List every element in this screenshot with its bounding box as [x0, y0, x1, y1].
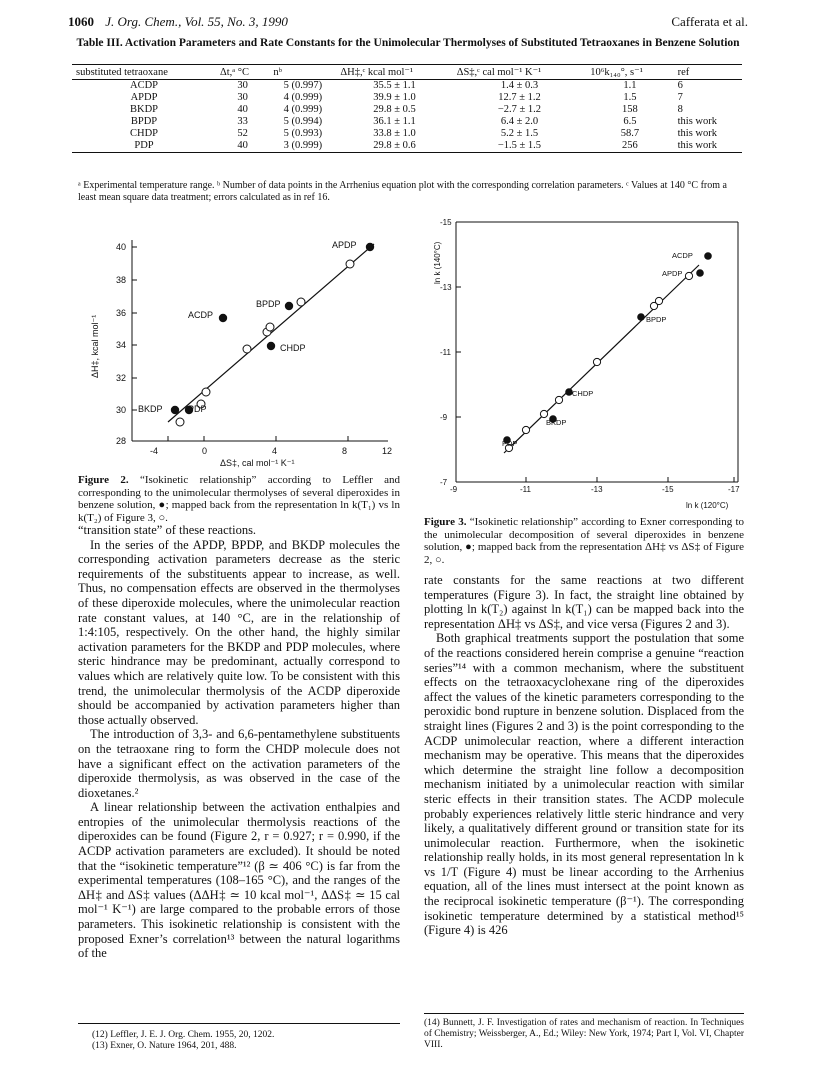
footnote: (13) Exner, O. Nature 1964, 201, 488. — [92, 1041, 237, 1051]
fig2-y-tick-label: 28 — [116, 436, 127, 446]
table-cell: 7 — [677, 92, 683, 103]
fig2-x-tick-label: 12 — [382, 446, 393, 456]
fig3-label-bpdp: BPDP — [646, 315, 667, 324]
footnote-rule-right — [424, 1013, 744, 1014]
table-row — [72, 104, 742, 116]
fig2-y-tick-label: 32 — [116, 373, 127, 383]
fig2-open-point — [202, 388, 210, 396]
table-caption: Table III. Activation Parameters and Rate Constants for the Unimolecular Thermolyses of Substituted Tetraoxanes in Benzene Solution — [76, 37, 740, 49]
fig3-open-point — [540, 410, 547, 417]
figure-2-plot — [70, 228, 400, 473]
fig2-filled-point — [366, 243, 374, 251]
fig3-filled-point — [637, 313, 645, 321]
fig3-xlabel: ln k (120°C) — [686, 501, 729, 510]
table-header-row — [72, 65, 742, 80]
table-cell: ACDP — [129, 80, 158, 91]
table-row — [72, 92, 742, 104]
fig2-y-tick-label: 36 — [116, 308, 127, 318]
fig2-filled-point — [267, 342, 275, 350]
fig3-open-point — [593, 358, 600, 365]
fig2-filled-point — [171, 406, 179, 414]
table-cell: 33 — [237, 116, 248, 127]
fig3-regression-line — [504, 265, 699, 453]
table-cell: 39.9 ± 1.0 — [373, 92, 416, 103]
table-cell: 1.1 — [623, 80, 637, 91]
table-cell: BKDP — [129, 104, 158, 115]
paragraph: A linear relationship between the activation enthalpies and entropies of the unimolecular thermolysis reactions of the diperoxides can be found (Figure 2, r = 0.927; r = 0.990, if the ACDP activation parameters are excluded). It should be noted that the “isokinetic temperature”¹² (β ≃ 406 °C) is far from the experimental temperatures (108–165 °C), and the ranges of the ΔH‡ and ΔS‡ values (ΔΔH‡ ≃ 10 kcal mol⁻¹, ΔΔS‡ ≃ 15 cal mol⁻¹ K⁻¹) are large compared to the probable errors of those parameters. This isokinetic relationship is consistent with the proposed Exner’s correlation¹³ between the natural logarithms of the — [78, 800, 400, 961]
footnotes-right — [424, 1018, 744, 1051]
table-cell: 6.4 ± 2.0 — [500, 116, 539, 127]
figure-3-caption-text: “Isokinetic relationship” according to Exner corresponding to the unimolecular decomposition of several diperoxides in benzene solution, ●; mapped back from the representation ΔH‡ vs ΔS‡ of Figure 2, ○. — [424, 516, 745, 566]
figure-2-caption-label: Figure 2. — [78, 474, 129, 486]
table-cell: 58.7 — [620, 128, 640, 139]
fig2-label-chdp: CHDP — [280, 343, 306, 353]
fig2-y-tick-label: 30 — [116, 405, 127, 415]
fig2-label-pdp: PDP — [188, 404, 207, 414]
table-cell: 3 (0.999) — [269, 140, 336, 153]
table-cell: 29.8 ± 0.5 — [373, 104, 416, 115]
table-cell: 158 — [622, 104, 638, 115]
table-cell: BPDP — [130, 116, 158, 127]
table-row — [72, 80, 742, 93]
table-cell: this work — [674, 140, 742, 153]
table-row — [72, 128, 742, 140]
fig3-open-point — [685, 272, 692, 279]
table-row — [72, 116, 742, 128]
table-cell: 4 (0.999) — [283, 92, 323, 103]
table-cell: 30 — [237, 80, 248, 91]
table-cell: 4 (0.999) — [283, 104, 323, 115]
table-cell: −1.5 ± 1.5 — [453, 140, 587, 153]
fig2-y-tick-label: 34 — [116, 340, 127, 350]
fig3-y-tick-label: -7 — [440, 478, 448, 487]
fig3-filled-point — [704, 252, 712, 260]
table-cell: 5 (0.994) — [283, 116, 323, 127]
fig2-xlabel: ΔS‡, cal mol⁻¹ K⁻¹ — [220, 458, 295, 468]
fig3-label-chdp: CHDP — [572, 389, 594, 398]
table-header-cell: Δt,ᵃ °C — [216, 65, 269, 80]
fig3-label-bkdp: BKDP — [546, 418, 567, 427]
table-cell: this work — [677, 116, 718, 127]
table-iii — [72, 64, 742, 153]
table-cell: 52 — [237, 128, 248, 139]
figure-2-caption — [78, 474, 400, 524]
table-header-cell: ΔS‡,ᶜ cal mol⁻¹ K⁻¹ — [453, 65, 587, 80]
page-number: 1060 — [68, 14, 94, 29]
table-cell: 256 — [586, 140, 673, 153]
fig3-open-point — [655, 297, 662, 304]
fig2-y-tick-label: 38 — [116, 275, 127, 285]
fig2-open-point — [297, 298, 305, 306]
fig2-y-tick-label: 40 — [116, 242, 127, 252]
table-cell: 5 (0.997) — [283, 80, 323, 91]
table-cell: 33.8 ± 1.0 — [373, 128, 416, 139]
fig3-x-tick-label: -13 — [591, 485, 603, 494]
fig3-label-acdp: ACDP — [672, 251, 693, 260]
fig2-x-tick-label: 4 — [272, 446, 278, 456]
right-text-column — [424, 573, 744, 938]
table-cell: 36.1 ± 1.1 — [373, 116, 416, 127]
fig3-y-tick-label: -9 — [440, 413, 448, 422]
fig3-x-tick-label: -17 — [728, 485, 740, 494]
fig3-x-tick-label: -11 — [520, 485, 531, 494]
fig2-open-point — [243, 345, 251, 353]
fig2-label-acdp: ACDP — [188, 310, 214, 320]
footnote-rule-left — [78, 1023, 400, 1024]
table-header-cell: substituted tetraoxane — [72, 65, 216, 80]
table-cell: 30 — [237, 92, 248, 103]
fig2-label-apdp: APDP — [332, 240, 357, 250]
paragraph: rate constants for the same reactions at two different temperatures (Figure 3). In fact, the straight line obtained by plotting ln k(T₂) against ln k(T₁) can be mapped back into the representation ΔH‡ vs ΔS‡, and vice versa (Figures 2 and 3). — [424, 573, 744, 631]
fig3-label-apdp: APDP — [662, 269, 683, 278]
table-cell: 40 — [237, 104, 248, 115]
table-row — [72, 140, 742, 153]
table-cell: 6.5 — [623, 116, 637, 127]
paragraph: The introduction of 3,3- and 6,6-pentamethylene substituents on the tetraoxane ring to form the CHDP molecule does not have a significant effect on the activation parameters of the diperoxide thermolysis, as was observed in the case of the dioxetanes.² — [78, 727, 400, 800]
fig3-ylabel: ln k (140°C) — [433, 241, 442, 284]
table-cell: this work — [677, 128, 718, 139]
footnotes-left — [92, 1030, 400, 1052]
figure-3-caption — [424, 516, 744, 566]
journal-citation: J. Org. Chem., Vol. 55, No. 3, 1990 — [105, 14, 288, 29]
fig2-x-tick-label: -4 — [150, 446, 159, 456]
fig3-y-tick-label: -15 — [440, 218, 452, 227]
fig3-y-tick-label: -11 — [440, 348, 451, 357]
fig2-label-bkdp: BKDP — [138, 404, 163, 414]
fig2-open-point — [176, 418, 184, 426]
table-header-cell: nᵇ — [269, 65, 336, 80]
table-cell: 12.7 ± 1.2 — [498, 92, 541, 103]
left-text-column — [78, 523, 400, 961]
table-header-cell: ΔH‡,ᶜ kcal mol⁻¹ — [336, 65, 452, 80]
table-header-cell: ref — [674, 65, 742, 80]
table-cell: 40 — [216, 140, 269, 153]
table-cell: 6 — [677, 80, 683, 91]
table-cell: APDP — [130, 92, 158, 103]
fig2-x-tick-label: 0 — [202, 446, 208, 456]
table-footnote: ᵃ Experimental temperature range. ᵇ Number of data points in the Arrhenius equation plot with the corresponding correlation parameters. ᶜ Values at 140 °C from a least mean square data treatment; errors calculated as in ref 16. — [78, 180, 727, 203]
footnote: (12) Leffler, J. E. J. Org. Chem. 1955, 20, 1202. — [92, 1030, 275, 1040]
footnote: (14) Bunnett, J. F. Investigation of rates and mechanism of reaction. In Techniques of Chemistry; Weissberger, A., Ed.; Wiley: New York, 1974; Part I, Vol. VI, Chapter VIII. — [424, 1018, 744, 1050]
table-header-cell: 10⁶k₁₄₀°, s⁻¹ — [586, 65, 673, 80]
figure-3-plot — [416, 210, 746, 515]
running-authors: Cafferata et al. — [671, 14, 748, 29]
table-cell: 35.5 ± 1.1 — [373, 80, 416, 91]
table-cell: CHDP — [129, 128, 158, 139]
paragraph: Both graphical treatments support the postulation that some of the reactions considered herein comprise a genuine “reaction series”¹⁴ with a common mechanism, where the substituent effects on the tetraoxacyclohexane ring of the diperoxides affect the values of the kinetic parameters corresponding to the peroxidic bond rupture in benzene solution. Displaced from the straight lines (Figures 2 and 3) is the point corresponding to the ACDP unimolecular reaction, where a different interaction mechanism may be operative. This means that the diperoxides which determine the straight line follow a decomposition mechanism initiated by a unimolecular reaction with similar steric effects in their transition states. The ACDP molecule probably experiences relatively little steric hindrance and very likely, a qualitatively different ground or transition state for its unimolecular reaction. Furthermore, when the isokinetic relationship really holds, in its most general representation ln k vs 1/T (Figure 4) must be linear according to the Arrhenius equation, all of the lines must intersect at the point known as the reciprocal isokinetic temperature (β⁻¹). The corresponding isokinetic temperature determined by a statistical method¹⁵ (Figure 4) is 426 — [424, 631, 744, 938]
paragraph: In the series of the APDP, BPDP, and BKDP molecules the corresponding activation parameters decrease as the steric requirements of the substituents appear to increase, as well. Thus, no compensation effects are observed in the thermolyses of these diperoxide molecules, where the unimolecular reaction rate constant values, at 140 °C, are in the relationship of 1:4:105, respectively. On the other hand, the highly similar activation parameters for the BKDP and PDP molecules, where steric hindrance may be predominant, actually correspond to values which are relatively quite low. To be consistent with this trend, the unimolecular thermolysis of the ACDP diperoxide should be accompanied by activation parameters higher than those actually observed. — [78, 537, 400, 727]
table-body — [72, 80, 742, 153]
fig3-y-tick-label: -13 — [440, 283, 452, 292]
table-cell: 29.8 ± 0.6 — [336, 140, 452, 153]
running-header — [68, 14, 748, 32]
fig2-open-point — [346, 260, 354, 268]
paragraph: “transition state” of these reactions. — [78, 523, 257, 537]
table-cell: 5 (0.993) — [283, 128, 323, 139]
fig3-x-tick-label: -15 — [662, 485, 674, 494]
fig3-open-point — [522, 426, 529, 433]
figure-3-caption-label: Figure 3. — [424, 516, 467, 528]
table-cell: PDP — [72, 140, 216, 153]
table-cell: 8 — [677, 104, 683, 115]
fig3-x-tick-label: -9 — [450, 485, 458, 494]
fig2-filled-point — [219, 314, 227, 322]
fig2-ylabel: ΔH‡, kcal mol⁻¹ — [90, 314, 100, 378]
figure-2-caption-text: “Isokinetic relationship” according to Leffler and corresponding to the unimolecular thermolyses of several diperoxides in benzene solution, ●; mapped back from the representation ln k(T₁) vs ln k(T₂) of Figure 3, ○. — [78, 474, 400, 524]
fig3-filled-point — [696, 269, 704, 277]
fig2-filled-point — [285, 302, 293, 310]
table-cell: −2.7 ± 1.2 — [497, 104, 542, 115]
table-cell: 1.4 ± 0.3 — [500, 80, 539, 91]
table-cell: 5.2 ± 1.5 — [500, 128, 539, 139]
fig3-open-point — [555, 396, 562, 403]
fig2-label-bpdp: BPDP — [256, 299, 281, 309]
fig2-x-tick-label: 8 — [342, 446, 348, 456]
fig3-label-pdp: PDP — [502, 439, 518, 448]
fig2-open-point — [266, 323, 274, 331]
table-cell: 1.5 — [623, 92, 637, 103]
